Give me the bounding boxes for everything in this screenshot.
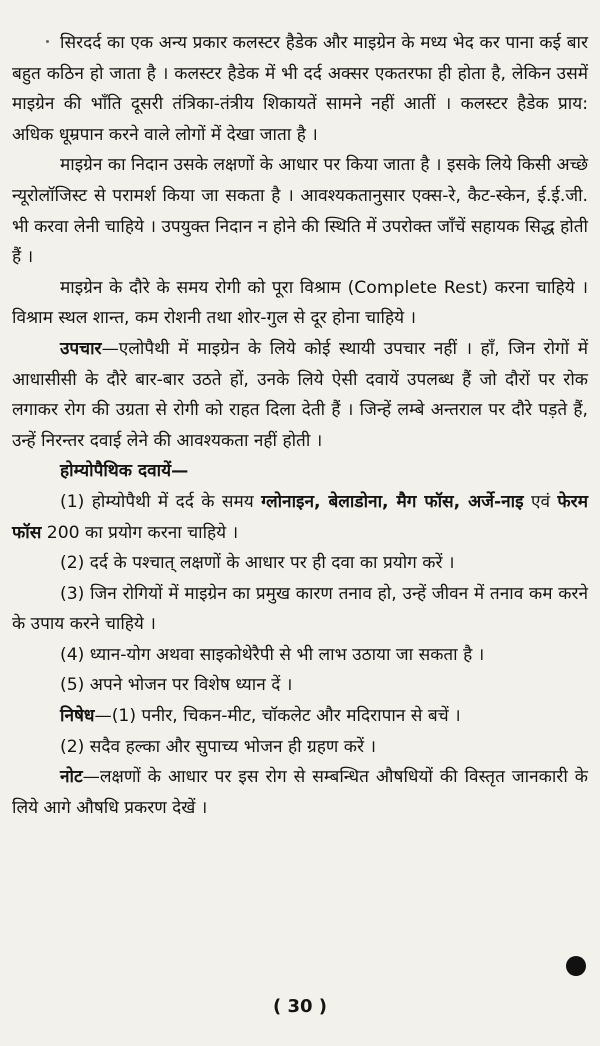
prohibition-text-1: —(1) पनीर, चिकन-मीट, चॉकलेट और मदिरापान से बचें । (94, 706, 461, 727)
treatment-text: —एलोपैथी में माइग्रेन के लिये कोई स्थायी उपचार नहीं । हाँ, जिन रोगों में आधासीसी के दौरे बार-बार उठते हों, उनके लिये ऐसी दवायें उपलब्ध हैं जो दौरों पर रोक लगाकर रोग की उग्रता से रोगी को राहत दिला देती हैं । जिन्हें लम्बे अन्तराल पर दौरे पड़ते हैं, उन्हें निरन्तर दवाई लेने की आवश्यकता नहीं होती । (12, 338, 588, 451)
homeo-item-1-mid: एवं (523, 491, 558, 512)
black-dot-marker (566, 956, 586, 976)
paragraph-treatment (12, 334, 588, 456)
homeopathic-heading: होम्योपैथिक दवायें— (60, 461, 189, 482)
homeo-item-2: (2) दर्द के पश्चात् लक्षणों के आधार पर ही दवा का प्रयोग करें । (60, 553, 455, 574)
note-text: —लक्षणों के आधार पर इस रोग से सम्बन्धित औषधियों की विस्तृत जानकारी के लिये आगे औषधि प्रकरण देखें । (12, 767, 588, 818)
prohibition-line-2: (2) सदैव हल्का और सुपाच्य भोजन ही ग्रहण करें । (60, 736, 376, 757)
paragraph-cluster-headache: सिरदर्द का एक अन्य प्रकार कलस्टर हैडेक और माइग्रेन के मध्य भेद कर पाना कई बार बहुत कठिन हो जाता है । कलस्टर हैडेक में भी दर्द अक्सर एकतरफा ही होता है, लेकिन उसमें माइग्रेन की भाँति दूसरी तंत्रिका-तंत्रीय शिकायतें सामने नहीं आतीं । कलस्टर हैडेक प्राय: अधिक धूम्रपान करने वाले लोगों में देखा जाता है । (12, 33, 588, 145)
prohibition-label: निषेध (60, 706, 95, 727)
treatment-label: उपचार (60, 338, 102, 359)
homeo-item-1-suffix: 200 का प्रयोग करना चाहिये । (41, 522, 239, 543)
page-number: ( 30 ) (272, 996, 328, 1017)
homeo-item-5: (5) अपने भोजन पर विशेष ध्यान दें । (60, 675, 293, 696)
paragraph-diagnosis: माइग्रेन का निदान उसके लक्षणों के आधार पर किया जाता है । इसके लिये किसी अच्छे न्यूरोलॉजिस्ट से परामर्श किया जा सकता है । आवश्यकतानुसार एक्स-रे, कैट-स्केन, ई.ई.जी. भी करवा लेनी चाहिये । उपयुक्त निदान न होने की स्थिति में उपरोक्त जाँचें सहायक सिद्ध होती हैं । (12, 155, 588, 268)
homeo-item-1-prefix: (1) होम्योपैथी में दर्द के समय (60, 491, 262, 512)
note-paragraph (12, 762, 588, 823)
note-label: नोट (60, 767, 83, 788)
prohibition-line-1 (12, 701, 588, 732)
paragraph-rest: माइग्रेन के दौरे के समय रोगी को पूरा विश्राम (Complete Rest) करना चाहिये । विश्राम स्थल शान्त, कम रोशनी तथा शोर-गुल से दूर होना चाहिये । (12, 277, 588, 329)
homeo-item-1-drugs: ग्लोनाइन, बेलाडोना, मैग फॉस, अर्जे-नाइ (261, 491, 524, 512)
homeo-item-1-drug2: फेरम फॉस (12, 491, 588, 543)
homeo-item-3: (3) जिन रोगियों में माइग्रेन का प्रमुख कारण तनाव हो, उन्हें जीवन में तनाव कम करने के उपाय करने चाहिये । (12, 583, 588, 635)
page-body (12, 28, 588, 823)
homeo-item-1 (12, 487, 588, 548)
homeo-item-4: (4) ध्यान-योग अथवा साइकोथेरैपी से भी लाभ उठाया जा सकता है । (60, 644, 485, 665)
